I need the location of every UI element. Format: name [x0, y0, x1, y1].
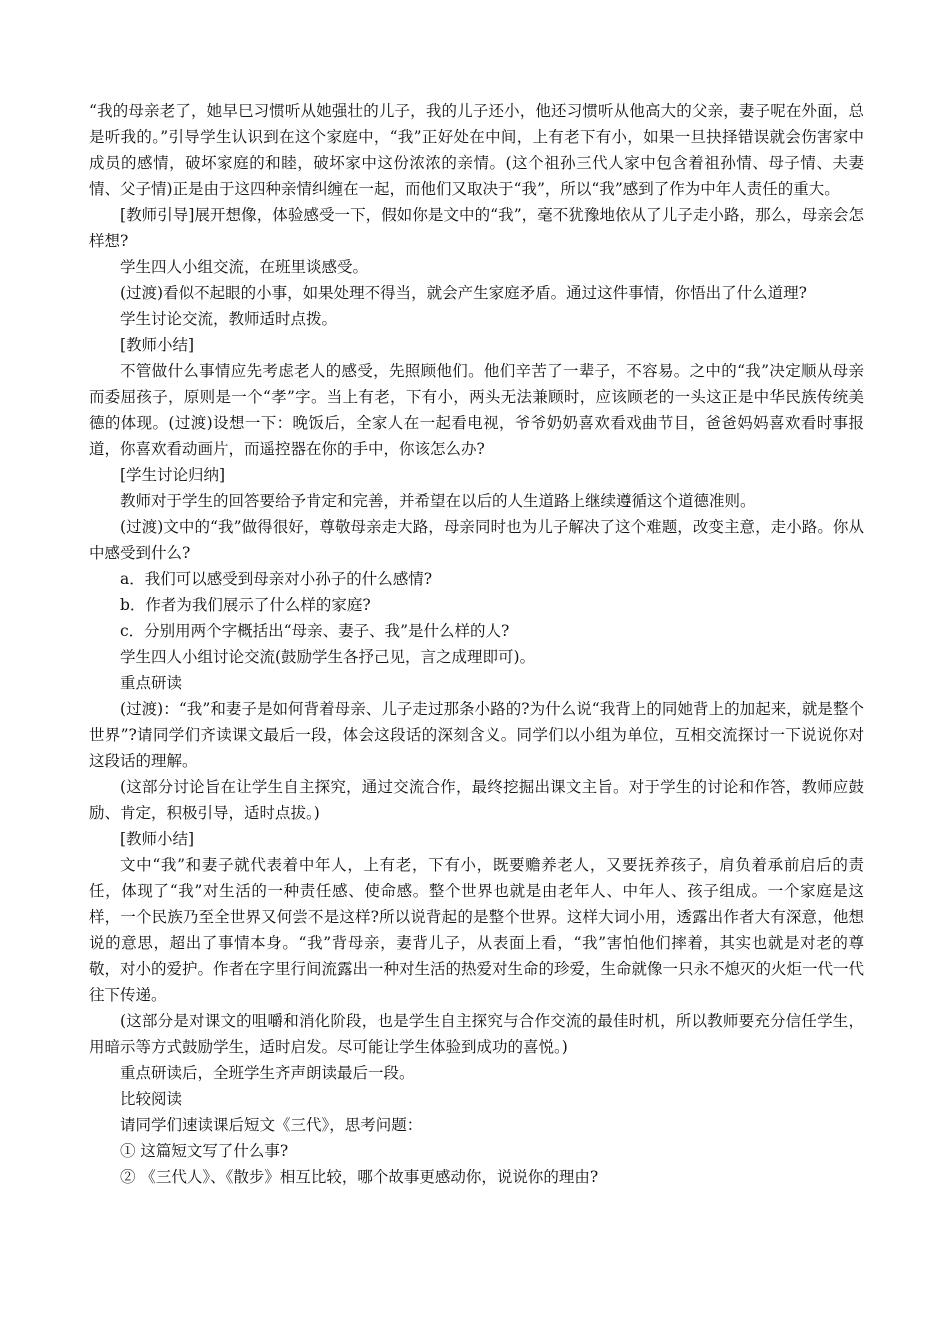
paragraph-22: 比较阅读 — [120, 1090, 183, 1108]
paragraph-19: 文中“我”和妻子就代表着中年人，上有老，下有小，既要赡养老人，又要抚养孩子，肩负着承前启后的责任，体现了“我”对生活的一种责任感、使命感。整个世界也就是由老年人、中年人、孩子组成。一个家庭是这样，一个民族乃至全世界又何尝不是这样?所以说背起的是整个世界。这样大词小用，透露出作者大有深意，他想说的意思，超出了事情本身。“我”背母亲，妻背儿子，从表面上看，“我”害怕他们摔着，其实也就是对老的尊敬，对小的爱护。作者在字里行间流露出一种对生活的热爱对生命的珍爱，生命就像一只永不熄灭的火炬一代一代往下传递。 — [89, 856, 865, 1004]
paragraph-23: 请同学们速读课后短文《三代》，思考问题： — [120, 1116, 423, 1134]
paragraph-8: [学生讨论归纳] — [120, 466, 226, 484]
paragraph-24: ① 这篇短文写了什么事? — [120, 1142, 289, 1160]
paragraph-20: (这部分是对课文的咀嚼和消化阶段，也是学生自主探究与合作交流的最佳时机，所以教师要充分信任学生，用暗示等方式鼓励学生，适时启发。尽可能让学生体验到成功的喜悦。) — [89, 1012, 864, 1056]
paragraph-13: c．分别用两个字概括出“母亲、妻子、我”是什么样的人? — [120, 622, 510, 640]
paragraph-1: “我的母亲老了，她早巳习惯听从她强壮的儿子，我的儿子还小，他还习惯听从他高大的父亲，妻子呢在外面，总是听我的。”引导学生认识到在这个家庭中，“我”正好处在中间，上有老下有小，如果一旦抉择错误就会伤害家中成员的感情，破坏家庭的和睦，破坏家中这份浓浓的亲情。(这个祖孙三代人家中包含着祖孙情、母子情、夫妻情、父子情)正是由于这四种亲情纠缠在一起，而他们又取决于“我”，所以“我”感到了作为中年人责任的重大。 — [89, 102, 864, 198]
paragraph-11: a．我们可以感受到母亲对小孙子的什么感情? — [120, 570, 433, 588]
paragraph-5: 学生讨论交流，教师适时点拨。 — [120, 310, 338, 328]
paragraph-7: 不管做什么事情应先考虑老人的感受，先照顾他们。他们辛苦了一辈子，不容易。之中的“我”决定顺从母亲而委屈孩子，原则是一个“孝”字。当上有老，下有小，两头无法兼顾时，应该顾老的一头这正是中华民族传统美德的体现。(过渡)设想一下：晚饭后，全家人在一起看电视，爷爷奶奶喜欢看戏曲节目，爸爸妈妈喜欢看时事报道，你喜欢看动画片，而遥控器在你的手中，你该怎么办? — [89, 362, 864, 458]
paragraph-14: 学生四人小组讨论交流(鼓励学生各抒己见，言之成理即可)。 — [120, 648, 536, 666]
paragraph-9: 教师对于学生的回答要给予肯定和完善，并希望在以后的人生道路上继续遵循这个道德准则。 — [120, 492, 756, 510]
paragraph-18: [教师小结] — [120, 830, 195, 848]
paragraph-21: 重点研读后，全班学生齐声朗读最后一段。 — [120, 1064, 415, 1082]
paragraph-2: [教师引导]展开想像，体验感受一下，假如你是文中的“我”，毫不犹豫地依从了儿子走小路，那么，母亲会怎样想? — [89, 206, 864, 250]
paragraph-15: 重点研读 — [120, 674, 183, 692]
paragraph-3: 学生四人小组交流，在班里谈感受。 — [120, 258, 369, 276]
paragraph-10: (过渡)文中的“我”做得很好，尊敬母亲走大路，母亲同时也为儿子解决了这个难题，改变主意，走小路。你从中感受到什么? — [89, 518, 864, 562]
paragraph-6: [教师小结] — [120, 336, 195, 354]
paragraph-4: (过渡)看似不起眼的小事，如果处理不得当，就会产生家庭矛盾。通过这件事情，你悟出了什么道理? — [120, 284, 807, 302]
paragraph-12: b．作者为我们展示了什么样的家庭? — [120, 596, 371, 614]
paragraph-16: (过渡)：“我”和妻子是如何背着母亲、儿子走过那条小路的?为什么说“我背上的同她背上的加起来，就是整个世界”?请同学们齐读课文最后一段，体会这段话的深刻含义。同学们以小组为单位，互相交流探讨一下说说你对这段话的理解。 — [89, 700, 864, 770]
paragraph-17: (这部分讨论旨在让学生自主探究，通过交流合作，最终挖掘出课文主旨。对于学生的讨论和作答，教师应鼓励、肯定，积极引导，适时点拔。) — [89, 778, 864, 822]
paragraph-25: ② 《三代人》、《散步》相互比较，哪个故事更感动你，说说你的理由? — [120, 1168, 599, 1186]
